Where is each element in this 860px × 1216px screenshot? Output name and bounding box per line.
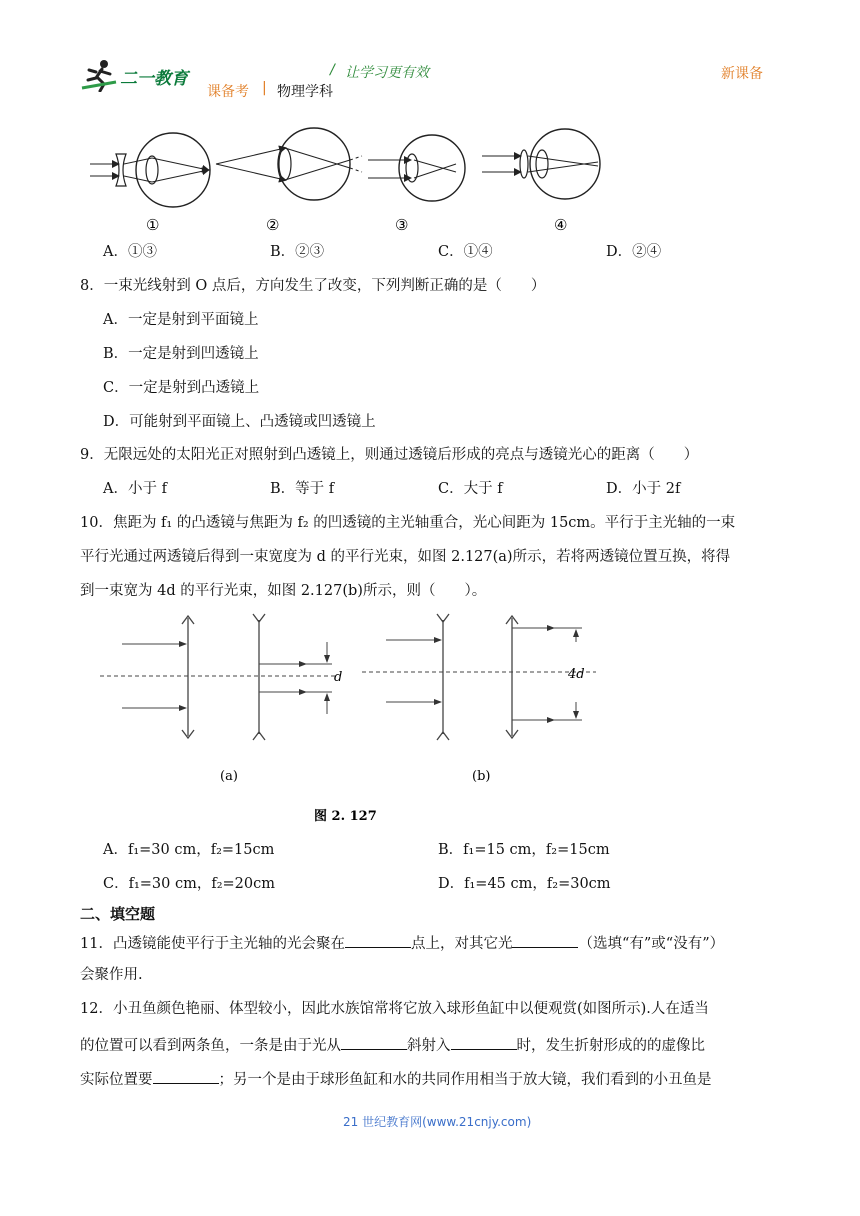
q7-option-a: A．①③ [103,244,157,260]
q8-option-d: D．可能射到平面镜上、凸透镜或凹透镜上 [103,414,376,430]
q12-line-2 [80,1035,705,1055]
q10-option-a: A．f₁=30 cm，f₂=15cm [103,842,275,858]
eye-label-1: ① [146,216,160,234]
q11-text-1: 11．凸透镜能使平行于主光轴的光会聚在 [80,936,345,952]
q7-option-b: B．②③ [270,244,325,260]
slogan-prefix: / [330,62,335,78]
q9-option-c: C．大于 f [438,481,503,497]
q11-text-3: （选填“有”或“没有”） [578,936,725,952]
q8-option-b: B．一定是射到凹透镜上 [103,346,259,362]
right-tag: 新课备 [721,66,763,82]
q10-option-d: D．f₁=45 cm，f₂=30cm [438,876,611,892]
figure-caption: 图 2. 127 [314,809,377,824]
section-title: 二、填空题 [80,905,156,923]
q9-option-d: D．小于 2f [606,481,681,497]
q10-option-c: C．f₁=30 cm，f₂=20cm [103,876,276,892]
q10-line-1: 10．焦距为 f₁ 的凸透镜与焦距为 f₂ 的凹透镜的主光轴重合，光心间距为 15cm。平行于主光轴的一束 [80,515,736,531]
q12-text-1: 的位置可以看到两条鱼，一条是由于光从 [80,1038,341,1054]
q12-blank-1[interactable] [341,1035,407,1050]
q7-option-d: D．②④ [606,244,662,260]
q10-line-2: 平行光通过两透镜后得到一束宽度为 d 的平行光束，如图 2.127(a)所示，若将两透镜位置互换，将得 [80,549,731,565]
eye-label-3: ③ [395,216,409,234]
figure-a [100,614,342,784]
eye-diagram-1 [90,133,210,207]
header-divider: | [262,80,267,96]
width-label-4d: 4d [568,667,585,682]
figure-label-b: (b) [472,769,491,784]
slogan: 让学习更有效 [345,65,429,81]
width-label-d: d [334,670,343,685]
eye-diagram-4 [482,129,600,199]
eye-diagram-3 [368,135,465,201]
running-figure-logo-icon [80,58,120,92]
lens-figure-2-127 [96,612,616,832]
q12-blank-2[interactable] [451,1035,517,1050]
figure-label-a: (a) [220,769,238,784]
q8-stem: 8．一束光线射到 O 点后，方向发生了改变，下列判断正确的是（ ） [80,278,546,294]
figure-b [362,614,596,784]
eye-diagram-2 [216,128,362,200]
q7-option-c: C．①④ [438,244,493,260]
q11-blank-1[interactable] [345,933,411,948]
eye-label-2: ② [266,216,280,234]
q11-blank-2[interactable] [512,933,578,948]
q9-option-b: B．等于 f [270,481,335,497]
q11-line-1 [80,933,724,953]
q12-line-1: 12．小丑鱼颜色艳丽、体型较小，因此水族馆常将它放入球形鱼缸中以便观赏(如图所示).人在适当 [80,1001,709,1017]
q12-text-5: ；另一个是由于球形鱼缸和水的共同作用相当于放大镜，我们看到的小丑鱼是 [218,1072,712,1088]
q9-stem: 9．无限远处的太阳光正对照射到凸透镜上，则通过透镜后形成的亮点与透镜光心的距离（ ） [80,447,699,463]
q12-text-2: 斜射入 [407,1038,451,1054]
q12-line-3 [80,1069,712,1089]
q8-option-c: C．一定是射到凸透镜上 [103,380,260,396]
q12-text-3: 时，发生折射形成的的虚像比 [516,1038,705,1054]
subject-label: 物理学科 [277,84,333,100]
q9-option-a: A．小于 f [103,481,167,497]
logo-text: 二一教育 [120,69,188,89]
q12-blank-3[interactable] [153,1069,219,1084]
eye-label-4: ④ [554,216,568,234]
q10-option-b: B．f₁=15 cm，f₂=15cm [438,842,610,858]
page-footer[interactable]: 21 世纪教育网(www.21cnjy.com) [343,1115,532,1129]
q8-option-a: A．一定是射到平面镜上 [103,312,259,328]
q10-line-3: 到一束宽为 4d 的平行光束，如图 2.127(b)所示，则（ ）。 [80,583,487,599]
eye-diagrams-figure [80,126,610,238]
q11-line-2: 会聚作用. [80,967,143,983]
q12-text-4: 实际位置要 [80,1072,153,1088]
course-label: 课备考 [207,84,249,100]
q11-text-2: 点上，对其它光 [410,936,513,952]
